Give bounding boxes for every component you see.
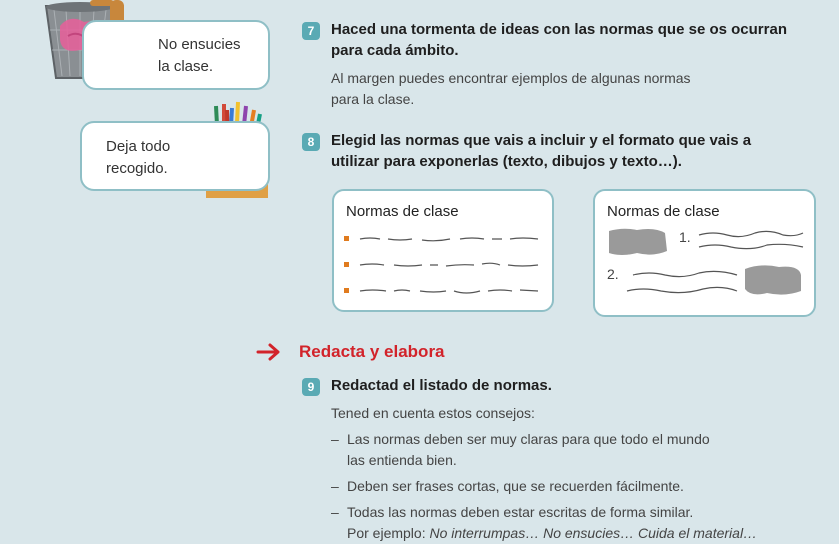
note-clean-class xyxy=(82,20,270,90)
card-text-format xyxy=(332,189,554,312)
note-text: No ensucies la clase. xyxy=(158,36,241,75)
activity8-heading-line2: utilizar para exponerlas (texto, dibujos y texto…). xyxy=(331,153,682,170)
example-italic: No interrumpas… No ensucies… Cuida el material… xyxy=(429,525,758,541)
activity-number-9: 9 xyxy=(302,378,320,396)
activity-number-7: 7 xyxy=(302,22,320,40)
example-prefix: Por ejemplo: xyxy=(347,525,430,541)
activity8-heading-line1: Elegid las normas que vais a incluir y el formato que vais a xyxy=(331,132,752,149)
dash: – xyxy=(331,478,339,494)
bullet-icon xyxy=(344,236,349,241)
drawing-placeholders xyxy=(603,225,808,305)
bullet-icon xyxy=(344,262,349,267)
note-tidy-up xyxy=(80,121,270,191)
activity9-intro: Tened en cuenta estos consejos: xyxy=(331,405,535,421)
list-number-1: 1. xyxy=(679,229,691,245)
card-drawing-format xyxy=(593,189,816,317)
activity-number-8: 8 xyxy=(302,133,320,151)
activity7-heading-line2: para cada ámbito. xyxy=(331,42,459,59)
activity9-heading: Redactad el listado de normas. xyxy=(331,377,552,394)
dash: – xyxy=(331,504,339,520)
drawing-blob-icon xyxy=(745,265,801,294)
card-title: Normas de clase xyxy=(607,203,720,220)
activity7-text-line1: Al margen puedes encontrar ejemplos de algunas normas xyxy=(331,70,691,86)
scribble-lines xyxy=(342,229,547,301)
list-number-2: 2. xyxy=(607,266,619,282)
arrow-right-icon xyxy=(256,342,282,362)
activity7-text-line2: para la clase. xyxy=(331,91,415,107)
bullet-icon xyxy=(344,288,349,293)
activity7-heading-line1: Haced una tormenta de ideas con las normas que se os ocurran xyxy=(331,21,787,38)
tip-line xyxy=(347,523,821,544)
note-text: Deja todo recogido. xyxy=(106,138,171,177)
tip-item xyxy=(331,429,821,471)
tip-line: Las normas deben ser muy claras para que todo el mundo xyxy=(347,431,710,447)
tip-item xyxy=(331,476,821,497)
tip-item xyxy=(331,502,821,544)
drawing-blob-icon xyxy=(609,229,667,255)
tip-line: las entienda bien. xyxy=(347,452,457,468)
section-title: Redacta y elabora xyxy=(299,342,445,361)
tip-line: Todas las normas deben estar escritas de forma similar. xyxy=(347,504,694,520)
card-title: Normas de clase xyxy=(346,203,459,220)
dash: – xyxy=(331,431,339,447)
tips-list xyxy=(331,429,821,544)
tip-line: Deben ser frases cortas, que se recuerden fácilmente. xyxy=(347,478,684,494)
